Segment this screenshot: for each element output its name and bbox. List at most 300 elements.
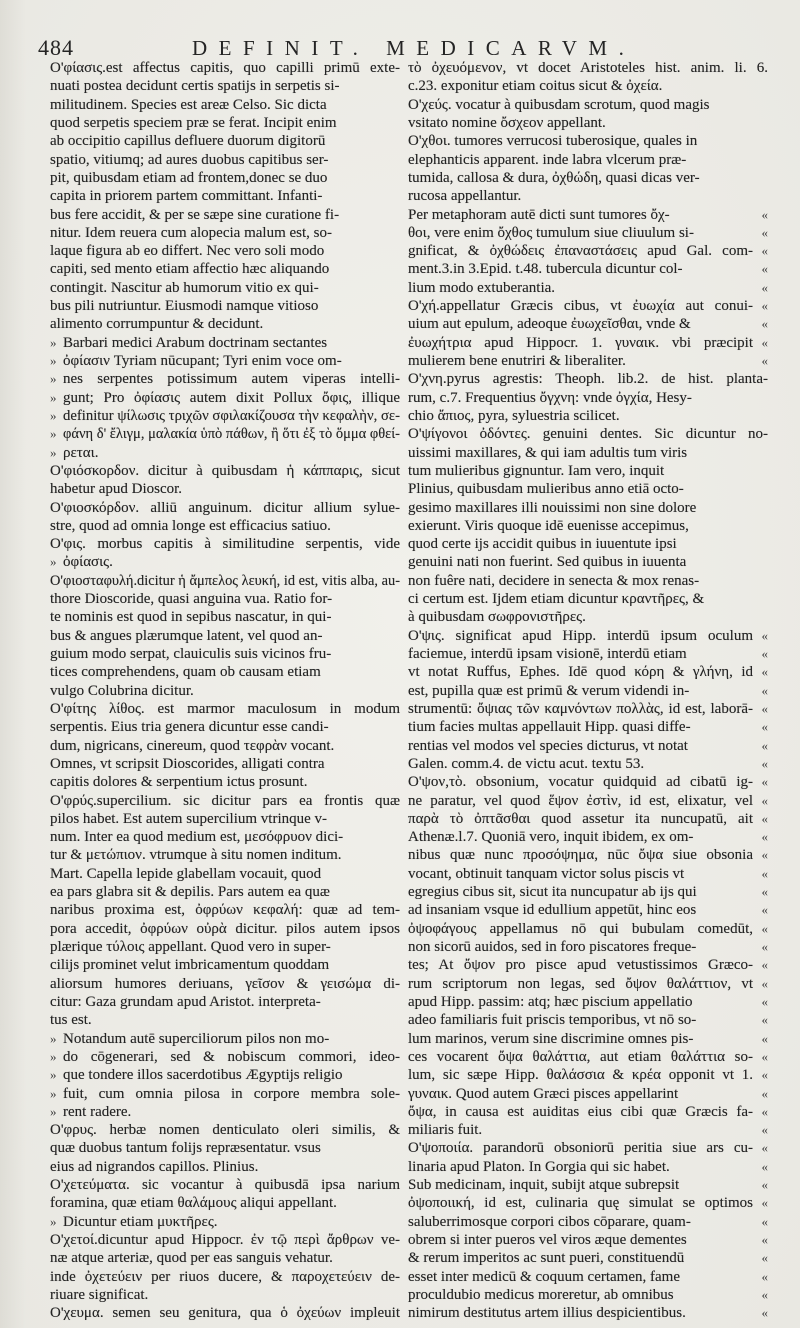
line-text: saluberrimosque corpori cibos cōparare, quam- — [408, 1213, 691, 1230]
line-text: ὀφίασις. — [63, 554, 113, 571]
line-text: proculdubio medicus moreretur, ab omnibus — [408, 1286, 674, 1303]
dictionary-entry — [408, 206, 768, 298]
text-line — [50, 883, 400, 901]
margin-quote-mark: » — [50, 1213, 57, 1229]
margin-quote-mark: « — [761, 1122, 768, 1138]
text-line — [408, 1011, 768, 1029]
text-line — [50, 499, 400, 517]
dictionary-entry — [50, 1030, 400, 1122]
line-text: tus est. — [50, 1012, 92, 1029]
margin-quote-mark: « — [761, 627, 768, 643]
line-text: ad insaniam vsque id edullium appetūt, hinc eos — [408, 902, 697, 919]
text-line — [408, 773, 768, 791]
text-line — [50, 1158, 400, 1176]
line-text: παρὰ τὸ ὀπτᾶσθαι quod assetur ita nuncupatū, ait — [408, 810, 753, 827]
dictionary-entry — [50, 700, 400, 792]
text-line — [50, 682, 400, 700]
text-line — [50, 773, 400, 791]
line-text: spatio, vitiumq; ad aures duobus capitibus ser- — [50, 151, 329, 168]
text-line — [408, 1030, 768, 1048]
text-line — [408, 206, 768, 224]
line-text: rucosa appellantur. — [408, 188, 522, 205]
line-text: lum, sic sæpe Hipp. θαλάσσια & κρέα opponit vt 1. — [408, 1067, 753, 1084]
text-line — [408, 572, 768, 590]
line-text: vt notat Ruffus, Ephes. Idē quod κόρη & γλήνη, id — [408, 664, 753, 681]
line-text: egregius cibus sit, sicut ita nuncupatur ab ijs qui — [408, 884, 697, 901]
line-text: à quibusdam σωφρονιστῆρες. — [408, 609, 586, 626]
line-text: γυναικ. Quod autem Græci pisces appellarint — [408, 1085, 679, 1102]
line-text: guium modo serpat, clauiculis suis vicinos fru- — [50, 646, 332, 662]
dictionary-entry — [50, 572, 400, 700]
margin-quote-mark: « — [761, 902, 768, 918]
text-line — [50, 1085, 400, 1103]
text-line — [408, 96, 768, 114]
margin-quote-mark: « — [761, 1048, 768, 1064]
line-text: gnificat, & ὀχθώδεις ἐπαναστάσεις apud Gal. com- — [408, 243, 753, 260]
margin-quote-mark: » — [50, 389, 57, 405]
text-line — [50, 663, 400, 681]
text-line — [50, 462, 400, 480]
line-text: ὄψα, in causa est auiditas eius cibi quæ Græcis fa- — [408, 1103, 753, 1120]
line-text: rum scriptorum non legas, sed ὄψον θαλάττιον, vt — [408, 975, 753, 992]
text-line — [408, 810, 768, 828]
margin-quote-mark: « — [761, 646, 768, 661]
line-text: Ο'χνη.pyrus agrestis: Theoph. lib.2. de hist. planta- — [408, 371, 768, 388]
dictionary-entry — [50, 499, 400, 536]
line-text: tices comprehendens, quam ob causam etiam — [50, 664, 321, 681]
line-text: riuare significat. — [50, 1286, 149, 1303]
line-text: chio ἄπιος, pyra, syluestria scilicet. — [408, 407, 620, 424]
line-text: faciemue, interdū ipsam visionē, interdū etiam — [408, 646, 687, 662]
dictionary-entry — [408, 1139, 768, 1322]
line-text: quod certe ijs accidit quibus in iuuentute ipsi — [408, 536, 677, 553]
text-line — [50, 865, 400, 883]
line-text: næ atque arteriæ, quod per eas sanguis vehatur. — [50, 1250, 333, 1267]
text-line — [408, 334, 768, 352]
line-text: Ο'χή.appellatur Græcis cibus, vt ἐυωχία aut conui- — [408, 298, 753, 315]
line-text: Ο'φίασις.est affectus capitis, quo capilli primū exte- — [50, 60, 400, 76]
margin-quote-mark: « — [761, 1067, 768, 1083]
margin-quote-mark: « — [761, 334, 768, 350]
text-line — [408, 352, 768, 370]
text-line — [408, 151, 768, 169]
line-text: Ο'ψις. significat apud Hipp. interdū ipsum oculum — [408, 627, 753, 644]
margin-quote-mark: « — [761, 865, 768, 881]
line-text: thore Dioscoride, quasi anguina vua. Ratio for- — [50, 591, 333, 608]
text-line — [50, 718, 400, 736]
text-line — [50, 279, 400, 297]
line-text: Ο'χθοι. tumores verrucosi tuberosique, quales in — [408, 133, 698, 150]
margin-quote-mark: » — [50, 1067, 57, 1083]
text-line — [408, 242, 768, 260]
margin-quote-mark: « — [761, 1232, 768, 1247]
text-line — [50, 627, 400, 645]
line-text: nimirum destitutus artem illius despicientibus. — [408, 1305, 686, 1322]
text-line — [408, 260, 768, 278]
text-line — [50, 1213, 400, 1231]
line-text: plærique τύλοις appellant. Quod vero in super- — [50, 939, 331, 955]
text-line — [50, 846, 400, 864]
line-text: habetur apud Dioscor. — [50, 481, 183, 498]
text-line — [50, 1268, 400, 1286]
text-line — [408, 187, 768, 205]
line-text: linaria apud Platon. In Gorgia qui sic habet. — [408, 1158, 670, 1175]
line-text: Ο'φιοσταφυλή.dicitur ἡ ἄμπελος λευκή, id est, vitis alba, au- — [50, 572, 400, 589]
line-text: & rerum imperitos ac sunt pueri, constituendū — [408, 1250, 685, 1267]
text-line — [50, 169, 400, 187]
line-text: foramina, quæ etiam θαλάμους aliqui appellant. — [50, 1195, 337, 1212]
line-text: Ο'χετεύματα. sic vocantur à quibusdā ipsa narium — [50, 1177, 400, 1194]
margin-quote-mark: » — [50, 1030, 57, 1046]
line-text: mulierem bene enutriri & liberaliter. — [408, 353, 626, 369]
text-line — [50, 187, 400, 205]
dictionary-entry — [50, 1231, 400, 1304]
line-text: num. Inter ea quod medium est, μεσόφρυον dici- — [50, 829, 344, 846]
margin-quote-mark: « — [761, 1140, 768, 1156]
text-line — [408, 389, 768, 407]
line-text: genuini nati non fuerint. Sed quibus in iuuenta — [408, 554, 687, 571]
margin-quote-mark: « — [761, 700, 768, 716]
text-line — [408, 846, 768, 864]
text-line — [408, 865, 768, 883]
text-line — [50, 151, 400, 169]
line-text: ὀψοφάγους appellamus nō qui bubulam comedūt, — [408, 920, 753, 937]
text-line — [408, 792, 768, 810]
margin-quote-mark: « — [761, 1030, 768, 1046]
line-text: eius ad nigrandos capillos. Plinius. — [50, 1158, 259, 1175]
line-text: Ο'ψίγονοι ὀδόντες. genuini dentes. Sic dicuntur no- — [408, 426, 768, 443]
line-text: est, pupilla quæ est primū & verum videndi in- — [408, 682, 690, 699]
text-line — [408, 1213, 768, 1231]
dictionary-entry — [408, 132, 768, 205]
text-line — [408, 737, 768, 755]
right-column — [408, 59, 768, 1323]
text-line — [408, 1048, 768, 1066]
margin-quote-mark: « — [761, 939, 768, 954]
dictionary-entry — [50, 462, 400, 499]
margin-quote-mark: « — [761, 1213, 768, 1229]
line-text: Ο'ψον,τὸ. obsonium, vocatur quidquid ad cibatū ig- — [408, 774, 753, 791]
line-text: adeo familiaris fuit priscis temporibus, vt nō so- — [408, 1012, 697, 1029]
line-text: strumentū: ὄψιας τῶν καμνόντων πολλὰς, id est, laborā- — [408, 700, 753, 717]
line-text: bus pili nutriuntur. Eiusmodi namque vitioso — [50, 298, 319, 315]
line-text: Plinius, quibusdam mulieribus anno etiā octo- — [408, 481, 684, 498]
dictionary-entry — [50, 553, 400, 571]
running-title: DEFINIT. MEDICARVM. — [192, 36, 636, 60]
text-line — [408, 480, 768, 498]
line-text: rum, c.7. Frequentius ὄγχνη: vnde ὀγχία, Hesy- — [408, 389, 692, 406]
dictionary-entry — [50, 334, 400, 462]
text-line — [408, 993, 768, 1011]
margin-quote-mark: « — [761, 1250, 768, 1266]
line-text: φάνη δ' ἔλιγμ, μαλακία ὑπὸ πάθων, ἢ ὅτι ἐξ τὸ ὅμμα φθεί- — [63, 426, 400, 443]
margin-quote-mark: » — [50, 371, 57, 387]
line-text: inde ὀχετεύειν per riuos ducere, & παροχετεύειν de- — [50, 1268, 400, 1285]
text-line — [50, 737, 400, 755]
margin-quote-mark: « — [761, 810, 768, 826]
line-text: quæ duobus tantum folijs repræsentatur. vsus — [50, 1140, 321, 1157]
text-line — [408, 315, 768, 333]
line-text: capitis dolores & serpentium ictus prosunt. — [50, 774, 308, 791]
line-text: Athenæ.l.7. Quoniā vero, inquit ibidem, ex om- — [408, 829, 694, 846]
text-line — [408, 407, 768, 425]
text-line — [408, 1176, 768, 1194]
line-text: Per metaphoram autē dicti sunt tumores ὄχ- — [408, 206, 670, 223]
line-text: ment.3.in 3.Epid. t.48. tubercula dicuntur col- — [408, 261, 683, 278]
text-line — [50, 645, 400, 663]
line-text: Ο'χευμα. semen seu genitura, qua ὁ ὀχεύων impleuit — [50, 1305, 400, 1322]
line-text: que tondere illos sacerdotibus Ægyptijs religio — [63, 1067, 343, 1084]
line-text: Omnes, vt scripsit Dioscorides, alligati contra — [50, 755, 325, 772]
margin-quote-mark: « — [761, 737, 768, 753]
line-text: uissimi maxillares, & qui iam adultis tum viris — [408, 444, 688, 461]
margin-quote-mark: » — [50, 1103, 57, 1119]
page-number: 484 — [38, 35, 74, 60]
text-line — [408, 132, 768, 150]
text-line — [50, 1231, 400, 1249]
margin-quote-mark: « — [761, 1305, 768, 1321]
line-text: Dicuntur etiam μυκτῆρες. — [63, 1213, 218, 1230]
line-text: capita in priorem partem committant. Infanti- — [50, 188, 323, 205]
text-line — [408, 1231, 768, 1249]
margin-quote-mark: « — [761, 1286, 768, 1302]
text-line — [50, 1066, 400, 1084]
text-line — [50, 260, 400, 278]
text-line — [408, 224, 768, 242]
line-text: Ο'ψοποιία. parandorū obsoniorū peritia siue ars cu- — [408, 1140, 753, 1157]
text-line — [50, 572, 400, 590]
dictionary-entry — [50, 535, 400, 553]
line-text: quod serpetis speciem præ se ferat. Incipit enim — [50, 114, 337, 131]
line-text: ὀφίασιν Tyriam nūcupant; Tyri enim voce om- — [63, 353, 342, 369]
line-text: contingit. Nascitur ab humorum vitio ex qui- — [50, 279, 319, 296]
margin-quote-mark: « — [761, 1158, 768, 1174]
margin-quote-mark: « — [761, 920, 768, 936]
line-text: uium aut epulum, adeoque ἐυωχεῖσθαι, vnde & — [408, 316, 691, 333]
text-line — [50, 1048, 400, 1066]
dictionary-entry — [50, 1213, 400, 1231]
dictionary-entry — [50, 1176, 400, 1213]
margin-quote-mark: « — [761, 847, 768, 863]
line-text: nes serpentes potissimum autem viperas intelli- — [63, 371, 400, 388]
line-text: θοι, vere enim ὄχθος tumulum siue cliuulum si- — [408, 224, 694, 241]
text-line — [50, 334, 400, 352]
line-text: τὸ ὀχευόμενον, vt docet Aristoteles hist. anim. li. 6. — [408, 60, 768, 76]
line-text: vsitato nomine ὄσχεον appellant. — [408, 114, 606, 131]
margin-quote-mark: « — [761, 664, 768, 680]
line-text: non sicorū auidos, sed in foro piscatores freque- — [408, 939, 697, 955]
text-line — [408, 828, 768, 846]
text-line — [408, 425, 768, 443]
line-text: ὀψοποιική, id est, culinaria quę simulat se optimos — [408, 1195, 753, 1212]
text-line — [408, 645, 768, 663]
text-line — [50, 389, 400, 407]
line-text: tum mulieribus gignuntur. Iam vero, inquit — [408, 462, 665, 479]
line-text: te nominis est quod in sepibus nascatur, in qui- — [50, 609, 332, 626]
text-line — [50, 407, 400, 425]
text-line — [50, 901, 400, 919]
margin-quote-mark: « — [761, 975, 768, 991]
text-line — [408, 370, 768, 388]
line-text: ne paratur, vel quod ἕψον ἐστὶν, id est, elixatur, vel — [408, 792, 753, 809]
dictionary-entry — [408, 370, 768, 425]
margin-quote-mark: » — [50, 1048, 57, 1064]
text-line — [408, 114, 768, 132]
margin-quote-mark: « — [761, 261, 768, 277]
line-text: serpentis. Eius tria genera dicuntur esse candi- — [50, 719, 329, 736]
text-line — [50, 1139, 400, 1157]
margin-quote-mark: « — [761, 682, 768, 698]
margin-quote-mark: « — [761, 243, 768, 259]
line-text: alimento corrumpuntur & decidunt. — [50, 316, 264, 333]
text-line — [408, 169, 768, 187]
text-line — [408, 1158, 768, 1176]
line-text: laque figura ab eo differt. Nec vero soli modo — [50, 243, 325, 260]
dictionary-entry — [408, 96, 768, 133]
text-line — [408, 59, 768, 77]
text-line — [408, 1066, 768, 1084]
text-line — [50, 993, 400, 1011]
line-text: do cōgenerari, sed & nobiscum commori, ideo- — [63, 1048, 400, 1065]
text-line — [50, 315, 400, 333]
margin-quote-mark: » — [50, 353, 57, 368]
line-text: exierunt. Viris quoque idē euenisse accepimus, — [408, 517, 689, 534]
line-text: ab occipitio capillus defluere duorum digitorū — [50, 133, 326, 150]
text-line — [408, 1121, 768, 1139]
line-text: Ο'φις. morbus capitis à similitudine serpentis, vide — [50, 536, 400, 553]
text-line — [50, 938, 400, 956]
line-text: obrem si inter pueros vel viros æque dementes — [408, 1232, 687, 1248]
line-text: miliaris fuit. — [408, 1122, 483, 1139]
text-line — [50, 700, 400, 718]
text-line — [408, 938, 768, 956]
text-line — [408, 700, 768, 718]
line-text: dum, nigricans, cinereum, quod τεφρὰν vocant. — [50, 737, 335, 754]
text-line — [408, 499, 768, 517]
line-text: ἐυωχήτρια apud Hippocr. 1. γυναικ. vbi præcipit — [408, 334, 753, 351]
line-text: apud Hipp. passim: atq; hæc piscium appellatio — [408, 993, 693, 1010]
margin-quote-mark: « — [761, 1268, 768, 1284]
line-text: vocant, obtinuit tanquam victor solus piscis vt — [408, 865, 685, 882]
text-line — [50, 1103, 400, 1121]
text-line — [408, 1103, 768, 1121]
text-line — [50, 792, 400, 810]
text-line — [408, 755, 768, 773]
margin-quote-mark: « — [761, 829, 768, 845]
text-line — [408, 883, 768, 901]
line-text: tes; At ὄψον pro pisce apud vetustissimos Græco- — [408, 957, 753, 974]
line-text: stre, quod ad omnia longe est efficacius satiuo. — [50, 517, 331, 534]
line-text: elephanticis apparent. inde labra vlcerum præ- — [408, 151, 687, 168]
margin-quote-mark: « — [761, 993, 768, 1009]
dictionary-entry — [408, 59, 768, 96]
margin-quote-mark: « — [761, 298, 768, 314]
line-text: nibus quæ nunc προσόψημα, nūc ὄψα siue obsonia — [408, 847, 753, 864]
text-line — [50, 77, 400, 95]
line-text: tium facies multas appellauit Hipp. quasi diffe- — [408, 719, 691, 736]
text-line — [50, 590, 400, 608]
line-text: tumida, callosa & dura, ὀχθώδη, quasi dicas ver- — [408, 169, 700, 186]
text-line — [408, 1139, 768, 1157]
text-line — [50, 59, 400, 77]
text-line — [50, 810, 400, 828]
margin-quote-mark: « — [761, 774, 768, 790]
text-line — [408, 553, 768, 571]
margin-quote-mark: » — [50, 334, 57, 350]
line-text: pora accedit, ὀφρύων οὐρὰ dicitur. pilos autem ipsos — [50, 920, 400, 937]
text-line — [408, 682, 768, 700]
line-text: Ο'φιοσκόρδον. alliū anguinum. dicitur allium sylue- — [50, 499, 400, 516]
margin-quote-mark: « — [761, 353, 768, 368]
margin-quote-mark: « — [761, 1085, 768, 1101]
text-line — [408, 297, 768, 315]
text-line — [408, 517, 768, 535]
text-line — [50, 608, 400, 626]
line-text: Mart. Capella lepide glabellam vocauit, quod — [50, 865, 322, 882]
text-line — [50, 1011, 400, 1029]
text-line — [50, 370, 400, 388]
text-line — [50, 1304, 400, 1322]
text-line — [50, 1286, 400, 1304]
line-text: ci certum est. Ijdem etiam dicuntur κραντῆρες, & — [408, 591, 705, 608]
line-text: Ο'χεύς. vocatur à quibusdam scrotum, quod magis — [408, 96, 710, 113]
line-text: bus & angues plærumque latent, vel quod an- — [50, 627, 323, 644]
margin-quote-mark: « — [761, 1012, 768, 1028]
line-text: ces vocarent ὄψα θαλάττια, aut etiam θαλάττια so- — [408, 1048, 753, 1065]
line-text: non fuêre nati, decidere in senecta & mox renas- — [408, 572, 700, 589]
text-line — [50, 224, 400, 242]
margin-quote-mark: « — [761, 1103, 768, 1119]
margin-quote-mark: « — [761, 792, 768, 808]
line-text: rentias vel modos vel species dicturus, vt notat — [408, 737, 688, 754]
text-line — [408, 1304, 768, 1322]
text-line — [50, 1194, 400, 1212]
text-line — [50, 206, 400, 224]
dictionary-entry — [50, 1121, 400, 1176]
line-text: Sub medicinam, inquit, subijt atque subrepsit — [408, 1177, 680, 1194]
line-text: definitur ψίλωσις τριχῶν σφιλακίζουσα τὴν κεφαλὴν, σε- — [63, 407, 400, 424]
line-text: Barbari medici Arabum doctrinam sectantes — [63, 334, 328, 351]
margin-quote-mark: » — [50, 426, 57, 442]
dictionary-entry — [408, 425, 768, 626]
margin-quote-mark: « — [761, 884, 768, 900]
text-line — [408, 1085, 768, 1103]
text-line — [50, 1030, 400, 1048]
text-line — [50, 352, 400, 370]
line-text: Ο'φιόσκορδον. dicitur à quibusdam ἡ κάππαρις, sicut — [50, 462, 400, 479]
text-line — [50, 96, 400, 114]
text-line — [50, 535, 400, 553]
line-text: Notandum autē superciliorum pilos non mo- — [63, 1030, 330, 1047]
text-line — [408, 1249, 768, 1267]
text-line — [408, 1268, 768, 1286]
text-line — [408, 663, 768, 681]
margin-quote-mark: « — [761, 316, 768, 332]
line-text: gesimo maxillares illi nouissimi non sine dolore — [408, 499, 697, 516]
text-line — [408, 462, 768, 480]
line-text: ea pars glabra sit & depilis. Pars autem ea quæ — [50, 884, 330, 901]
text-line — [408, 901, 768, 919]
line-text: vulgo Colubrina dicitur. — [50, 682, 194, 699]
text-line — [408, 1194, 768, 1212]
line-text: lum marinos, verum sine discrimine omnes pis- — [408, 1030, 694, 1047]
text-line — [50, 444, 400, 462]
margin-quote-mark: « — [761, 1195, 768, 1211]
text-line — [50, 553, 400, 571]
line-text: Ο'χετοί.dicuntur apud Hippocr. ἐν τῷ περὶ ἄρθρων ve- — [50, 1232, 400, 1248]
dictionary-entry — [408, 627, 768, 774]
line-text: esset inter medicū & coquum certamen, fame — [408, 1268, 680, 1285]
